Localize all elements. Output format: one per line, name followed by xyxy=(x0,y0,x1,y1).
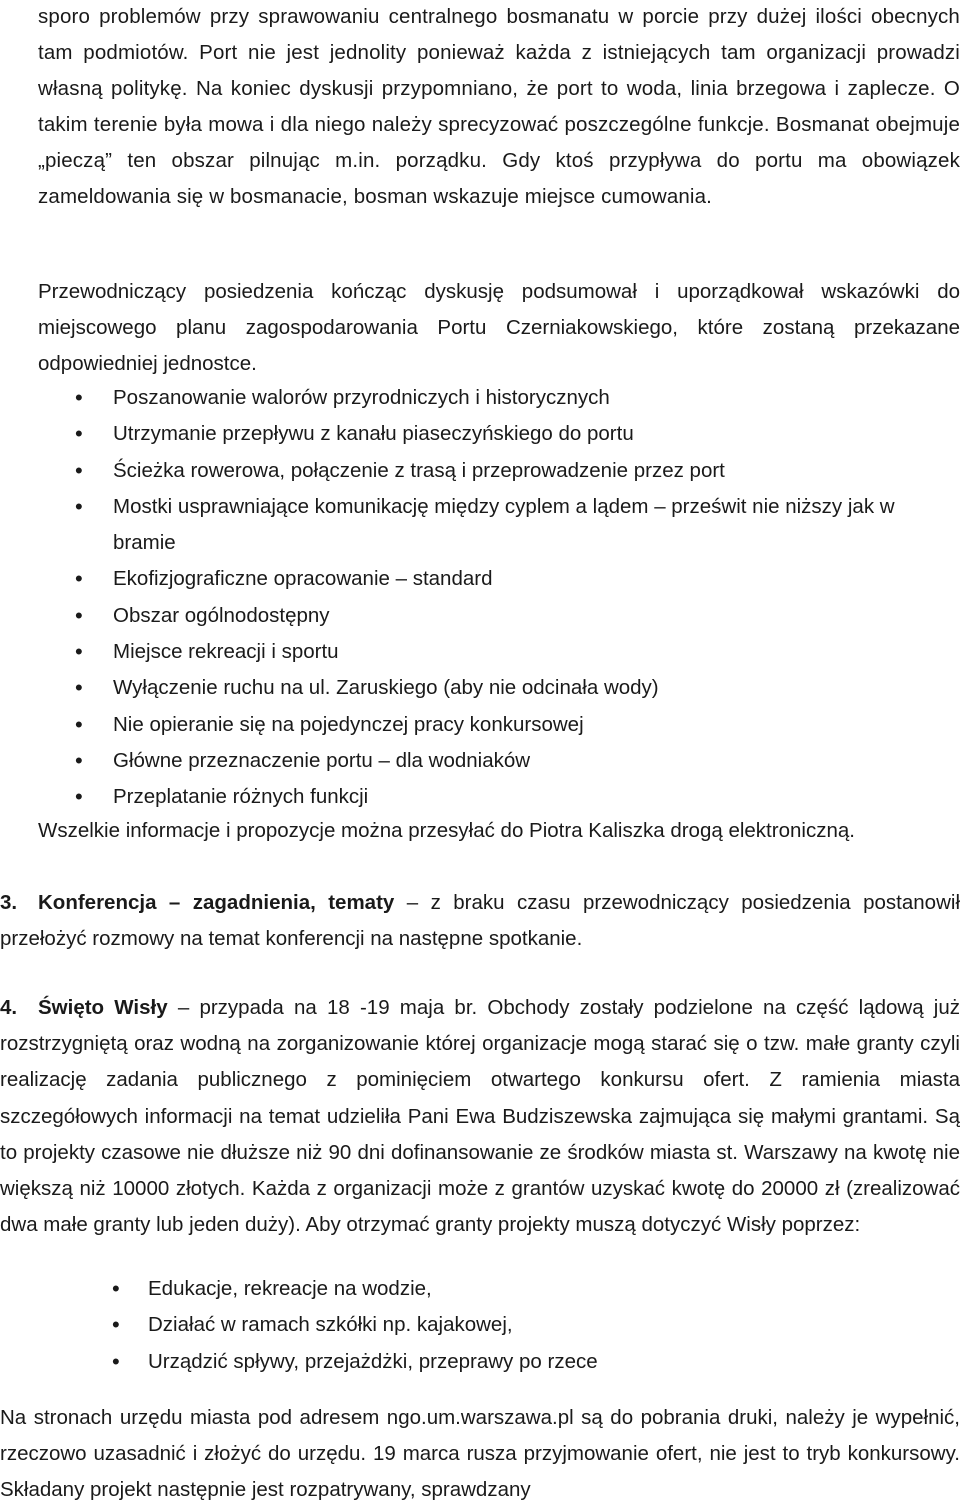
list-item-text: Ścieżka rowerowa, połączenie z trasą i przeprowadzenie przez port xyxy=(113,458,725,482)
list-item xyxy=(75,743,960,779)
list-item xyxy=(112,1344,960,1380)
closing-paragraph: Na stronach urzędu miasta pod adresem ngo.um.warszawa.pl są do pobrania druki, należy je wypełnić, rzeczowo uzasadnić i złożyć do urzędu. 19 marca rusza przyjmowanie ofert, nie jest to tryb konkursowy. Składany projekt następnie jest rozpatrywany, sprawdzany xyxy=(0,1406,960,1501)
bullet-icon: • xyxy=(75,457,83,483)
list-item-text: Przeplatanie różnych funkcji xyxy=(113,785,369,809)
list-item-text: Ekofizjograficzne opracowanie – standard xyxy=(113,567,493,591)
list-item xyxy=(75,779,960,815)
list-item-text: Główne przeznaczenie portu – dla wodniaków xyxy=(113,748,531,772)
list-item-text: Urządzić spływy, przejażdżki, przeprawy po rzece xyxy=(148,1349,598,1373)
list-item-text: Wyłączenie ruchu na ul. Zaruskiego (aby nie odcinała wody) xyxy=(113,676,659,700)
intro-paragraph: sporo problemów przy sprawowaniu centralnego bosmanatu w porcie przy dużej ilości obecnych tam podmiotów. Port nie jest jednolity ponieważ każda z istniejących tam organizacji prowadzi własną politykę. Na koniec dyskusji przypomniano, że port to woda, linia brzegowa i zaplecze. O takim terenie była mowa i dla niego należy sprecyzować poszczególne funkcje. Bosmanat obejmuje „pieczą” ten obszar pilnując m.in. porządku. Gdy ktoś przypływa do portu ma obowiązek zameldowania się w bosmanacie, bosman wskazuje miejsce cumowania. xyxy=(38,5,960,208)
list-item-text: Utrzymanie przepływu z kanału piaseczyńskiego do portu xyxy=(113,422,634,446)
bullet-icon: • xyxy=(75,639,83,665)
guidelines-list xyxy=(75,380,960,816)
summary-paragraph: Przewodniczący posiedzenia kończąc dyskusję podsumował i uporządkował wskazówki do miejscowego planu zagospodarowania Portu Czerniakowskiego, które zostaną przekazane odpowiedniej jednostce. xyxy=(38,280,960,375)
list-item xyxy=(75,670,960,706)
section-4 xyxy=(0,990,960,1243)
section-text: – przypada na 18 -19 maja br. Obchody zostały podzielone na część lądową już rozstrzygniętą oraz wodną na zorganizowanie której organizacje mogą starać się o tzw. małe granty czyli realizację zadania publicznego z pominięciem otwartego konkursu ofert. Z ramienia miasta szczegółowych informacji na temat udzieliła Pani Ewa Budziszewska zajmująca się małymi grantami. Są to projekty czasowe nie dłuższe niż 90 dni dofinansowanie ze środków miasta st. Warszawy na kwotę nie większą niż 10000 złotych. Każda z organizacji może z grantów uzyskać kwotę do 20000 zł (zrealizować dwa małe granty lub jeden duży). Aby otrzymać granty projekty muszą dotyczyć Wisły poprzez: xyxy=(0,996,960,1237)
bullet-icon: • xyxy=(112,1348,120,1374)
list-item xyxy=(75,416,960,452)
list-item-text: Nie opieranie się na pojedynczej pracy konkursowej xyxy=(113,712,584,736)
bullet-icon: • xyxy=(75,602,83,628)
list-item-text: Poszanowanie walorów przyrodniczych i historycznych xyxy=(113,386,610,409)
bullet-icon: • xyxy=(75,747,83,773)
section-text: – z braku czasu przewodniczący posiedzenia postanowił przełożyć rozmowy na temat konferencji na następne spotkanie. xyxy=(0,891,960,950)
list-item xyxy=(112,1307,960,1343)
section-heading: Święto Wisły xyxy=(38,996,168,1019)
section-3 xyxy=(0,885,960,957)
section-heading: Konferencja – zagadnienia, tematy xyxy=(38,891,395,914)
list-item-text: Edukacje, rekreacje na wodzie, xyxy=(148,1277,432,1300)
bullet-icon: • xyxy=(75,385,83,410)
bullet-icon: • xyxy=(112,1276,120,1301)
list-item xyxy=(75,453,960,489)
bullet-icon: • xyxy=(112,1312,120,1338)
bullet-icon: • xyxy=(75,675,83,701)
list-item xyxy=(75,598,960,634)
list-item xyxy=(75,707,960,743)
list-item xyxy=(112,1271,960,1307)
section-number: 3. xyxy=(0,891,18,914)
list-item-text: Działać w ramach szkółki np. kajakowej, xyxy=(148,1313,513,1337)
bullet-icon: • xyxy=(75,421,83,447)
bullet-icon: • xyxy=(75,784,83,810)
contact-paragraph: Wszelkie informacje i propozycje można przesyłać do Piotra Kaliszka drogą elektroniczną. xyxy=(38,819,855,842)
bullet-icon: • xyxy=(75,493,83,519)
list-item-text: Miejsce rekreacji i sportu xyxy=(113,640,339,664)
grant-topics-list xyxy=(112,1271,960,1380)
list-item xyxy=(75,489,960,562)
list-item-text: Obszar ogólnodostępny xyxy=(113,603,330,627)
list-item-text: Mostki usprawniające komunikację między cyplem a lądem – prześwit nie niższy jak w bramie xyxy=(113,494,895,555)
list-item xyxy=(75,634,960,670)
bullet-icon: • xyxy=(75,566,83,592)
list-item xyxy=(75,380,960,416)
list-item xyxy=(75,561,960,597)
bullet-icon: • xyxy=(75,711,83,737)
section-number: 4. xyxy=(0,996,18,1019)
